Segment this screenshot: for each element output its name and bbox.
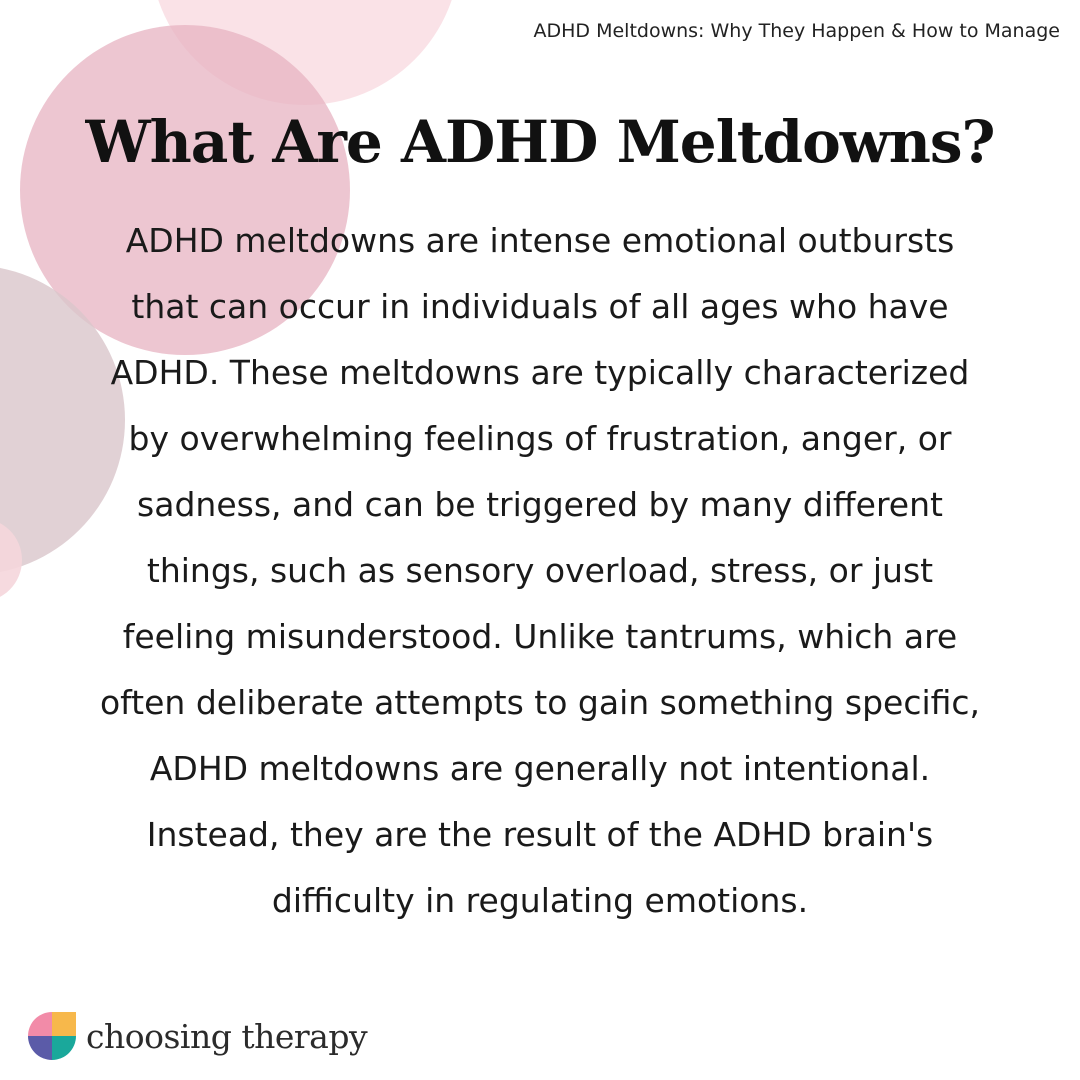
page-heading: What Are ADHD Meltdowns? [85, 108, 995, 176]
brand-logo [28, 1012, 367, 1060]
brand-name: choosing therapy [86, 1016, 368, 1056]
choosing-therapy-logo-icon [28, 1012, 76, 1060]
body-paragraph: ADHD meltdowns are intense emotional outbursts that can occur in individuals of all ages who have ADHD. These meltdowns are typically characterized by overwhelming feelings of frustration, anger, or sadness, and can be triggered by many different things, such as sensory overload, stress, or just feeling misunderstood. Unlike tantrums, which are often deliberate attempts to gain something specific, ADHD meltdowns are generally not intentional. Instead, they are the result of the ADHD brain's difficulty in regulating emotions. [99, 221, 981, 920]
series-title: ADHD Meltdowns: Why They Happen & How to Manage [533, 20, 1060, 42]
